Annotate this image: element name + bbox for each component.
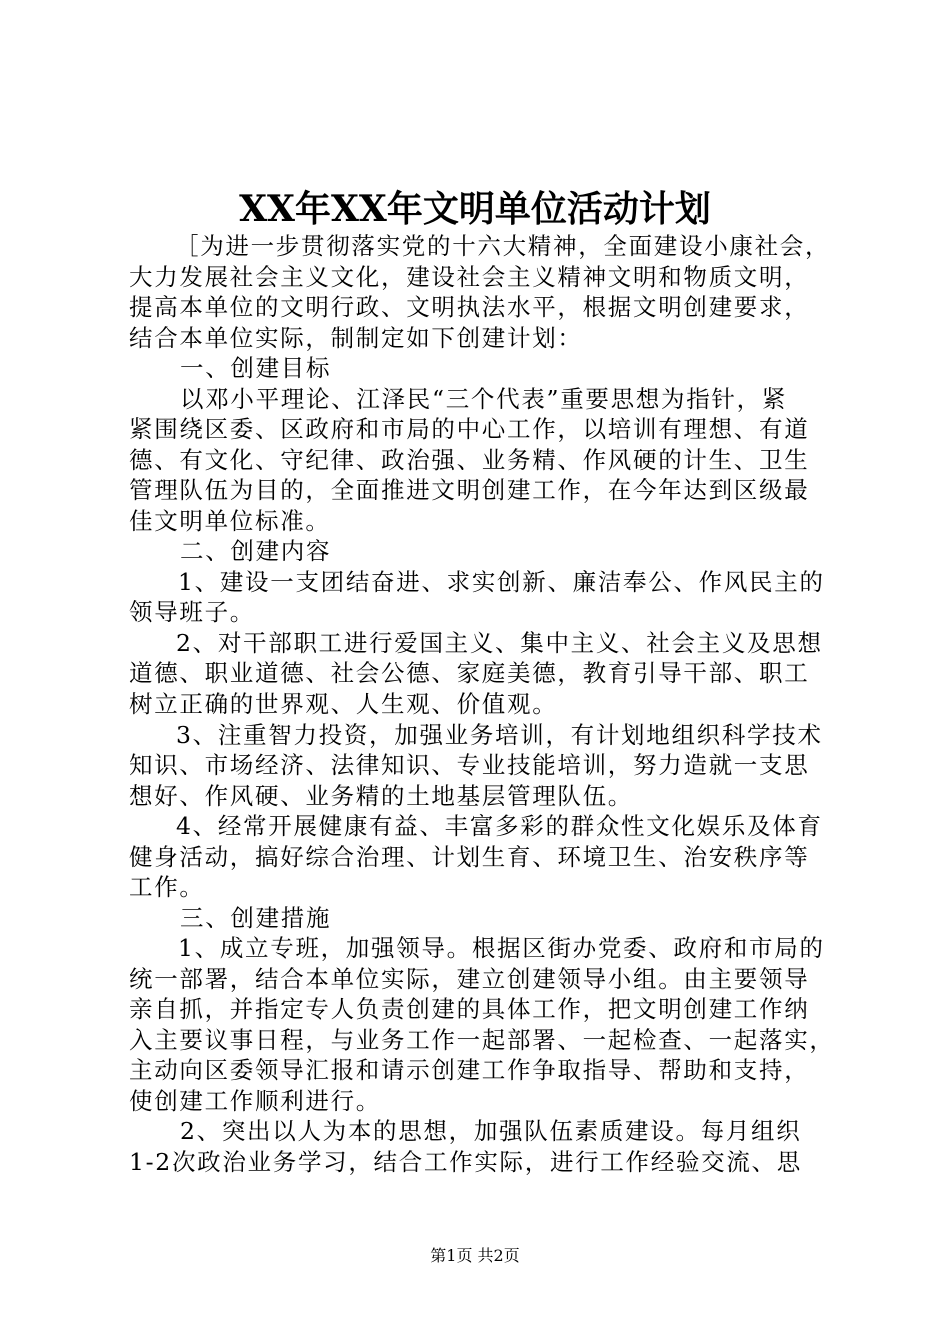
body-line: 佳文明单位标准。 [129, 507, 331, 535]
body-line: 提高本单位的文明行政、文明执法水平，根据文明创建要求， [129, 293, 810, 321]
body-line: 2、突出以人为本的思想，加强队伍素质建设。每月组织 [180, 1117, 802, 1145]
section-heading: 一、创建目标 [180, 354, 332, 382]
body-line: 主动向区委领导汇报和请示创建工作争取指导、帮助和支持， [129, 1056, 810, 1084]
body-line: 2、对干部职工进行爱国主义、集中主义、社会主义及思想 [176, 629, 823, 657]
body-line: 德、有文化、守纪律、政治强、业务精、作风硬的计生、卫生 [129, 446, 810, 474]
body-line: 知识、市场经济、法律知识、专业技能培训，努力造就一支思 [129, 751, 810, 779]
body-line: 管理队伍为目的，全面推进文明创建工作，在今年达到区级最 [129, 476, 810, 504]
body-line: 1、建设一支团结奋进、求实创新、廉洁奉公、作风民主的 [178, 568, 825, 596]
body-line: 使创建工作顺利进行。 [129, 1087, 381, 1115]
section-heading: 二、创建内容 [180, 537, 332, 565]
section-heading: 三、创建措施 [180, 904, 332, 932]
body-line: 健身活动，搞好综合治理、计划生育、环境卫生、治安秩序等 [129, 843, 810, 871]
body-line: 入主要议事日程，与业务工作一起部署、一起检查、一起落实， [129, 1026, 835, 1054]
body-line: 紧围绕区委、区政府和市局的中心工作，以培训有理想、有道 [129, 415, 810, 443]
body-line: 领导班子。 [129, 598, 255, 626]
body-line: 以邓小平理论、江泽民“三个代表”重要思想为指针，紧 [180, 385, 788, 413]
body-line: 1、成立专班，加强领导。根据区街办党委、政府和市局的 [178, 934, 825, 962]
document-title: XX年XX年文明单位活动计划 [239, 188, 711, 230]
body-line: 3、注重智力投资，加强业务培训，有计划地组织科学技术 [176, 721, 823, 749]
body-line: 树立正确的世界观、人生观、价值观。 [129, 690, 558, 718]
body-line: 亲自抓，并指定专人负责创建的具体工作，把文明创建工作纳 [129, 995, 810, 1023]
body-line: 想好、作风硬、业务精的土地基层管理队伍。 [129, 782, 633, 810]
body-line: 大力发展社会主义文化，建设社会主义精神文明和物质文明， [129, 263, 810, 291]
body-line: 统一部署，结合本单位实际，建立创建领导小组。由主要领导 [129, 965, 810, 993]
body-line: ［为进一步贯彻落实党的十六大精神，全面建设小康社会， [175, 232, 831, 260]
body-line: 道德、职业道德、社会公德、家庭美德，教育引导干部、职工 [129, 659, 810, 687]
body-line: 4、经常开展健康有益、丰富多彩的群众性文化娱乐及体育 [176, 812, 823, 840]
body-line: 结合本单位实际，制制定如下创建计划： [129, 324, 583, 352]
page-number-footer: 第1页 共2页 [430, 1246, 520, 1265]
body-line: 1-2次政治业务学习，结合工作实际，进行工作经验交流、思 [129, 1148, 802, 1176]
body-line: 工作。 [129, 873, 205, 901]
